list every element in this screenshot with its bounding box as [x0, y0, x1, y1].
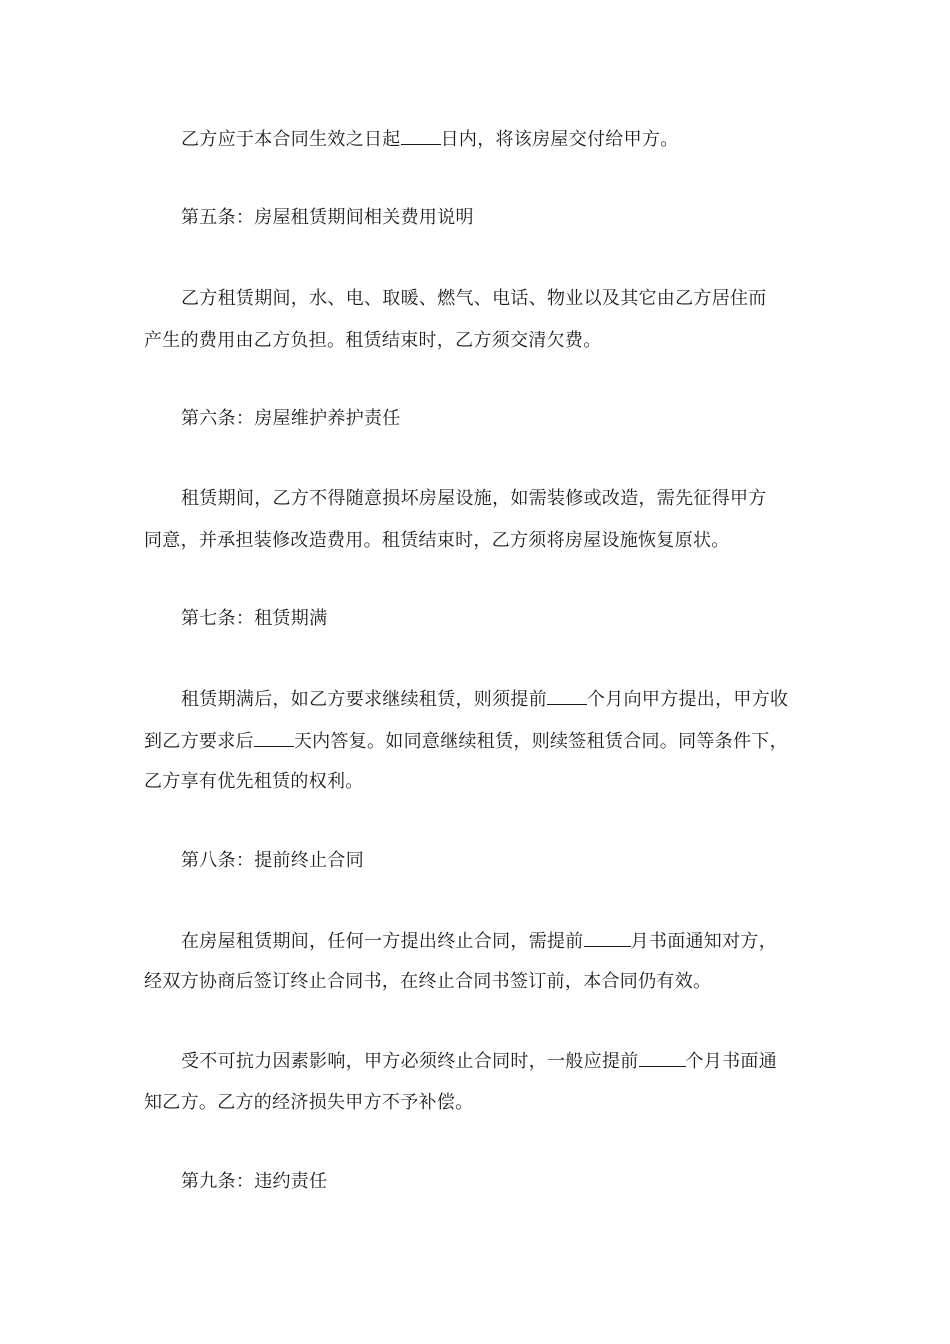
text-segment: 月书面通知对方，: [630, 931, 778, 952]
text-segment: 租赁期满后，如乙方要求继续租赁，则须提前: [181, 689, 547, 710]
clause5-paragraph-line-1: 乙方租赁期间，水、电、取暖、燃气、电话、物业以及其它由乙方居住而: [181, 288, 767, 309]
text-segment: 受不可抗力因素影响，甲方必须终止合同时，一般应提前: [181, 1051, 639, 1072]
clause6-heading: 第六条：房屋维护养护责任: [181, 408, 401, 429]
text-segment: 个月向甲方提出，甲方收: [587, 689, 789, 710]
clause8-paragraph1-line-2: 经双方协商后签订终止合同书，在终止合同书签订前，本合同仍有效。: [144, 971, 712, 992]
fill-in-blank: [584, 930, 631, 947]
fill-in-blank: [401, 128, 441, 145]
clause7-paragraph-line-1: [181, 688, 851, 711]
clause7-paragraph-line-3: 乙方享有优先租赁的权利。: [144, 771, 364, 792]
text-segment: 个月书面通: [685, 1051, 777, 1072]
text-segment: 在房屋租赁期间，任何一方提出终止合同，需提前: [181, 931, 584, 952]
clause6-paragraph-line-2: 同意，并承担装修改造费用。租赁结束时，乙方须将房屋设施恢复原状。: [144, 530, 730, 551]
fill-in-blank: [639, 1050, 686, 1067]
clause7-paragraph-line-2: [144, 730, 814, 753]
text-segment: 乙方应于本合同生效之日起: [181, 129, 401, 150]
clause7-heading: 第七条：租赁期满: [181, 608, 328, 629]
clause5-paragraph-line-2: 产生的费用由乙方负担。租赁结束时，乙方须交清欠费。: [144, 330, 602, 351]
clause9-heading: 第九条：违约责任: [181, 1171, 328, 1192]
clause6-paragraph-line-1: 租赁期间，乙方不得随意损坏房屋设施，如需装修或改造，需先征得甲方: [181, 488, 767, 509]
clause8-paragraph2-line-2: 知乙方。乙方的经济损失甲方不予补偿。: [144, 1092, 474, 1113]
text-segment: 到乙方要求后: [144, 731, 254, 752]
clause8-paragraph1-line-1: [181, 930, 851, 953]
clause4-delivery-line: [181, 128, 851, 151]
clause8-paragraph2-line-1: [181, 1050, 851, 1073]
clause8-heading: 第八条：提前终止合同: [181, 850, 364, 871]
clause5-heading: 第五条：房屋租赁期间相关费用说明: [181, 207, 474, 228]
fill-in-blank: [547, 688, 587, 705]
text-segment: 日内，将该房屋交付给甲方。: [440, 129, 679, 150]
fill-in-blank: [254, 730, 294, 747]
text-segment: 天内答复。如同意继续租赁，则续签租赁合同。同等条件下，: [293, 731, 788, 752]
